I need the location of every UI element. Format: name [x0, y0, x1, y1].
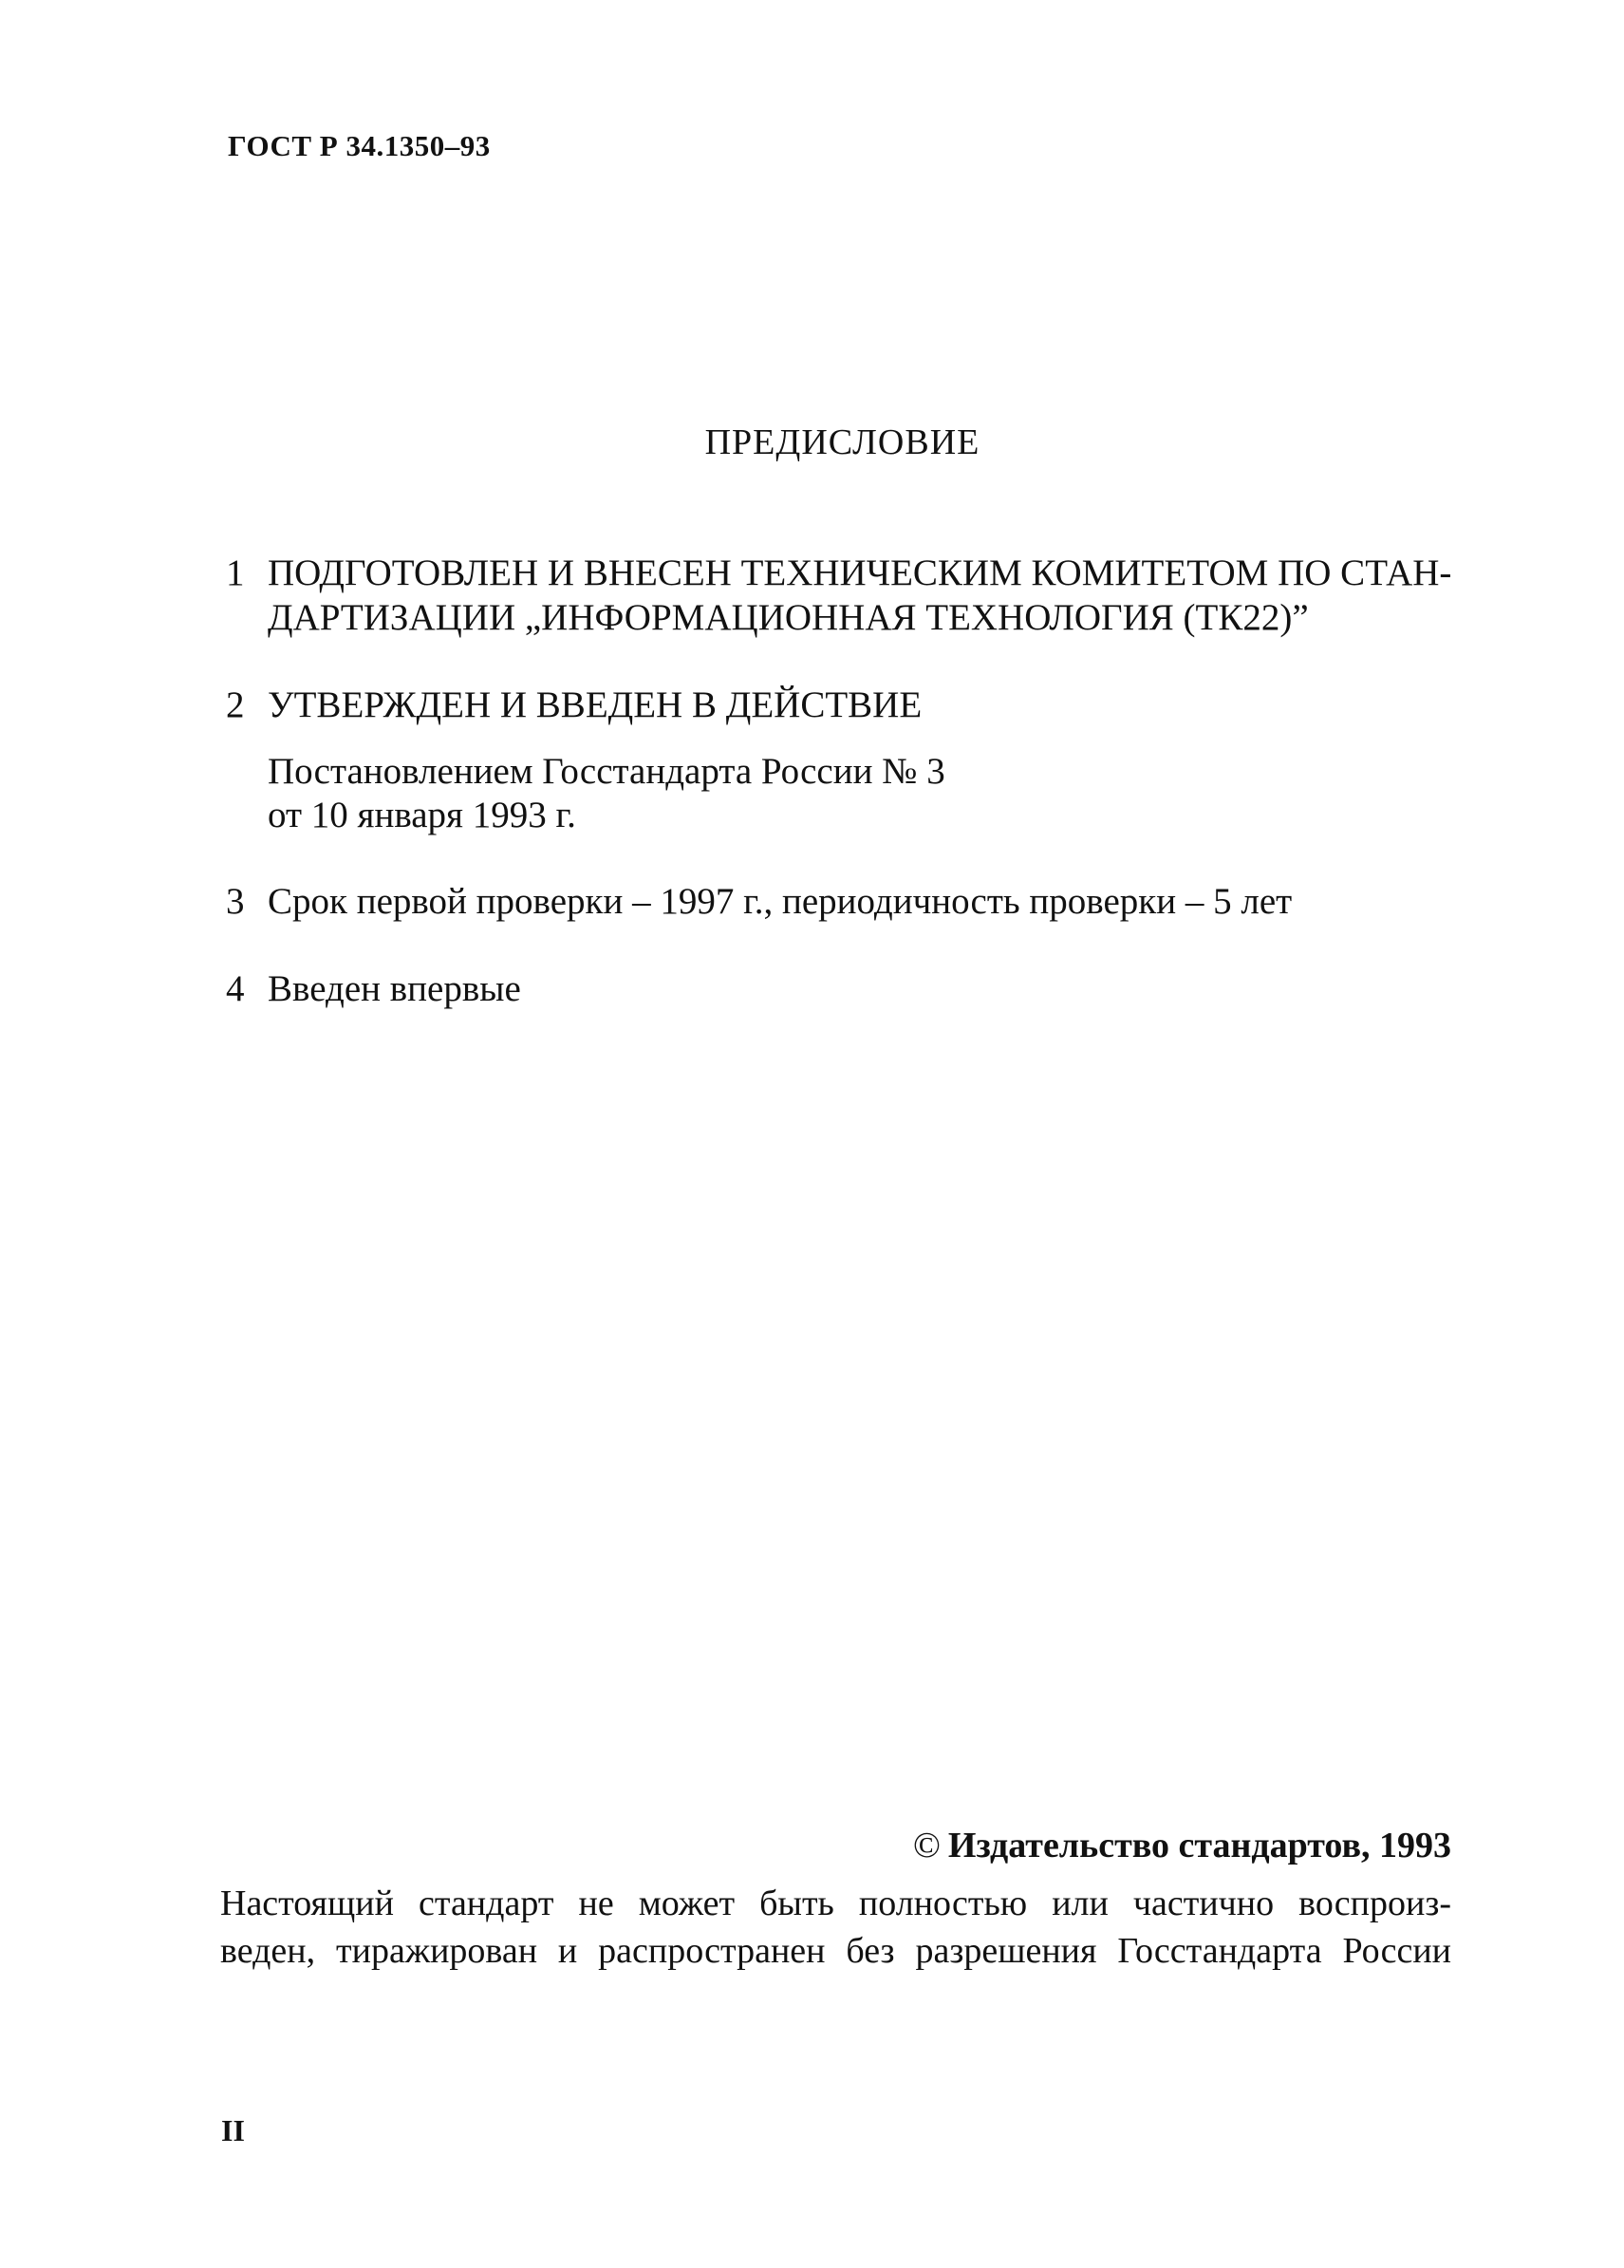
resolution-text	[268, 750, 1479, 837]
foreword-title: ПРЕДИСЛОВИЕ	[704, 422, 980, 462]
item-line: УТВЕРЖДЕН И ВВЕДЕН В ДЕЙСТВИЕ	[268, 684, 923, 725]
foreword-item-3	[226, 879, 1479, 924]
item-text	[268, 879, 1479, 924]
item-number: 1	[226, 553, 245, 593]
item-line: ПОДГОТОВЛЕН И ВНЕСЕН ТЕХНИЧЕСКИМ КОМИТЕТОМ ПО СТАН-	[268, 553, 1452, 593]
foreword-items	[226, 551, 1479, 1011]
foreword-item-1	[226, 551, 1479, 640]
item-text	[268, 551, 1479, 640]
foreword-item-2	[226, 683, 1479, 727]
resolution-line: от 10 января 1993 г.	[268, 795, 576, 835]
page-number: II	[221, 2113, 245, 2147]
item-line: ДАРТИЗАЦИИ „ИНФОРМАЦИОННАЯ ТЕХНОЛОГИЯ (ТК22)”	[268, 597, 1309, 638]
document-code: ГОСТ Р 34.1350–93	[228, 129, 491, 162]
item-line: Срок первой проверки – 1997 г., периодичность проверки – 5 лет	[268, 881, 1293, 922]
copyright-text: Издательство стандартов, 1993	[947, 1826, 1451, 1865]
copyright-line	[913, 1825, 1451, 1866]
notice-line: веден, тиражирован и распространен без разрешения Госстандарта России	[220, 1931, 1451, 1971]
notice-line: Настоящий стандарт не может быть полностью или частично воспроиз-	[220, 1884, 1451, 1923]
foreword-item-4	[226, 966, 1479, 1011]
item-text	[268, 966, 1479, 1011]
item-number: 2	[226, 684, 245, 725]
item-number: 4	[226, 968, 245, 1009]
item-line: Введен впервые	[268, 968, 521, 1009]
resolution-line: Постановлением Госстандарта России № 3	[268, 751, 945, 792]
copyright-mark: ©	[913, 1826, 941, 1865]
reproduction-notice	[220, 1880, 1451, 1975]
item-text	[268, 683, 1479, 727]
item-number: 3	[226, 881, 245, 922]
